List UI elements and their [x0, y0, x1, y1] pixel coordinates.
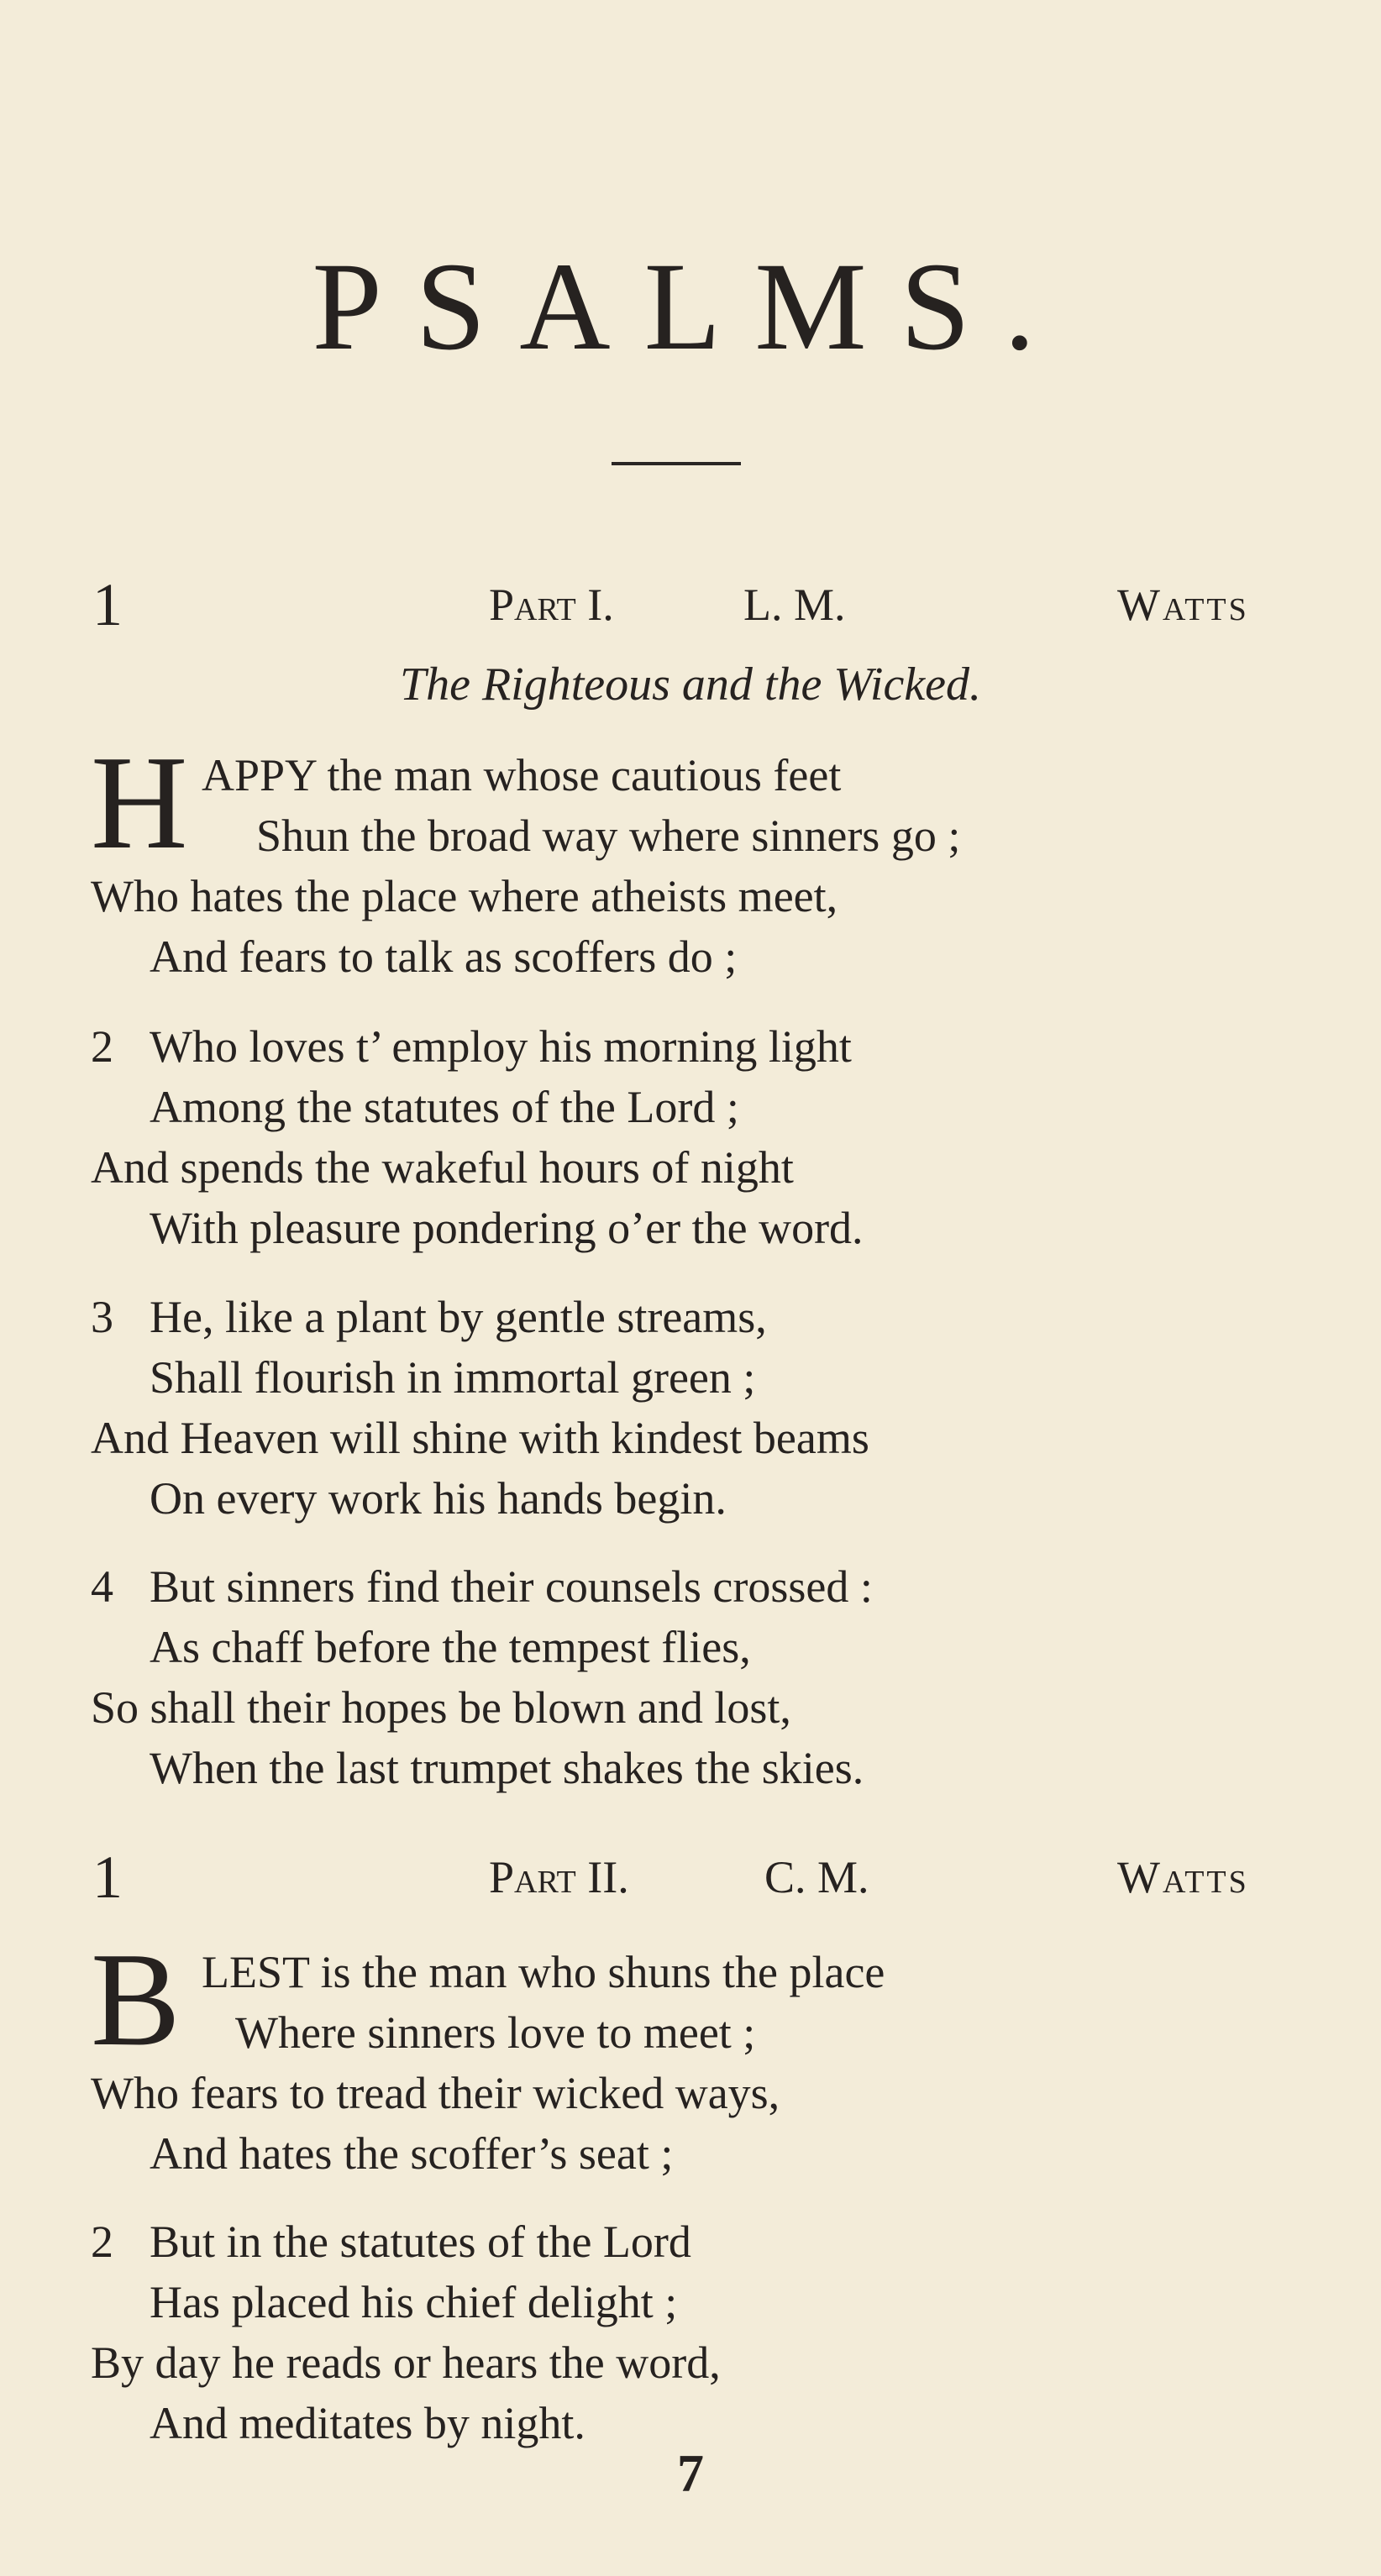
verse-line: By day he reads or hears the word, [91, 2337, 721, 2388]
verse-line: But in the statutes of the Lord [150, 2217, 691, 2267]
hymn-number: 1 [92, 571, 123, 638]
verse-line: LEST is the man who shuns the place [202, 1947, 885, 1997]
hymn-header-part-2 [0, 1844, 1381, 1911]
hymn-header-part-1 [0, 571, 1381, 638]
verse-line: He, like a plant by gentle streams, [150, 1292, 767, 1342]
hymn-author: Watts [1117, 1852, 1249, 1902]
verse-line: When the last trumpet shakes the skies. [150, 1743, 864, 1793]
verse-line: So shall their hopes be blown and lost, [91, 1682, 791, 1733]
stanza-number: 2 [91, 2217, 113, 2267]
verse-line: But sinners find their counsels crossed : [150, 1561, 873, 1612]
page-number: 7 [677, 2443, 704, 2503]
hymn-part: Part II. [489, 1852, 629, 1902]
verse-line: Shall flourish in immortal green ; [150, 1352, 756, 1403]
stanza-number: 4 [91, 1561, 113, 1612]
verse-line: And meditates by night. [150, 2398, 585, 2448]
drop-cap: H [91, 727, 188, 877]
verse-line: As chaff before the tempest flies, [150, 1622, 751, 1672]
verse-line: On every work his hands begin. [150, 1473, 727, 1524]
verse-line: With pleasure pondering o’er the word. [150, 1203, 864, 1253]
verse-line: Who fears to tread their wicked ways, [91, 2068, 780, 2118]
hymn-meter: C. M. [764, 1852, 869, 1902]
title-rule [612, 462, 741, 465]
stanza-number: 3 [91, 1292, 113, 1342]
verse-line: And spends the wakeful hours of night [91, 1142, 794, 1193]
hymn-author: Watts [1117, 580, 1249, 630]
verse-line: Has placed his chief delight ; [150, 2277, 678, 2327]
stanza-number: 2 [91, 1021, 113, 1072]
page-title: PSALMS. [312, 237, 1069, 376]
verse-line: Who loves t’ employ his morning light [150, 1021, 852, 1072]
verse-line: Who hates the place where atheists meet, [91, 871, 838, 921]
drop-cap: B [91, 1924, 181, 2074]
verse-line: Shun the broad way where sinners go ; [256, 811, 961, 861]
verse-line: And fears to talk as scoffers do ; [150, 931, 738, 982]
verse-line: And Heaven will shine with kindest beams [91, 1413, 869, 1463]
hymn-subtitle: The Righteous and the Wicked. [399, 658, 982, 711]
hymn-part: Part I. [489, 580, 614, 630]
hymn-meter: L. M. [743, 580, 846, 630]
verse-line: Among the statutes of the Lord ; [150, 1082, 739, 1132]
verse-line: Where sinners love to meet ; [235, 2007, 756, 2058]
verse-line: APPY the man whose cautious feet [202, 750, 842, 800]
verse-line: And hates the scoffer’s seat ; [150, 2128, 674, 2179]
hymn-number: 1 [92, 1844, 123, 1911]
